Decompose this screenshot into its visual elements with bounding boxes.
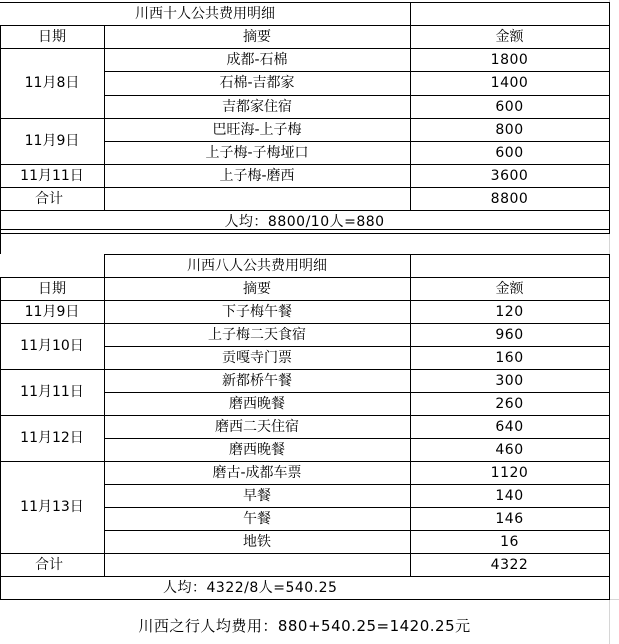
total-amount: 4322 [490,556,529,573]
total-label: 合计 [35,190,63,207]
column-header-amount: 金额 [495,28,524,45]
amount-cell: 1400 [490,75,529,91]
column-header-summary: 摘要 [243,28,271,45]
amount-cell: 640 [495,418,524,435]
grid-line [104,484,609,485]
grid-line [0,25,1,233]
column-header-date: 日期 [38,280,66,297]
summary-cell: 上子梅-磨西 [219,167,295,184]
summary-cell: 下子梅午餐 [222,303,292,320]
amount-cell: 140 [495,487,524,504]
grid-line [0,25,610,26]
per-person-average: 人均：8800/10人=880 [224,213,385,230]
grid-line [0,369,610,370]
summary-cell: 早餐 [243,487,271,504]
summary-cell: 上子梅-子梅垭口 [205,144,309,161]
grid-line [104,392,609,393]
summary-cell: 石棉-吉都家 [219,75,295,91]
amount-cell: 1800 [490,51,529,68]
grid-line [0,323,610,324]
grid-line [104,438,609,439]
summary-cell: 上子梅二天食宿 [208,326,306,343]
grid-line [104,507,609,508]
amount-cell: 1120 [490,464,529,481]
grid-line [0,233,610,234]
grid-line [0,2,610,3]
grid-line [104,95,609,96]
grid-line [0,210,610,211]
column-header-summary: 摘要 [243,280,271,297]
amount-cell: 3600 [490,167,529,184]
summary-cell: 新都桥午餐 [222,372,292,389]
grid-line [104,71,609,72]
amount-cell: 600 [495,98,524,115]
amount-cell: 120 [495,303,524,320]
amount-cell: 800 [495,121,524,138]
date-cell: 11月13日 [20,499,84,515]
amount-cell: 960 [495,326,524,343]
grid-line [104,25,105,210]
amount-cell: 460 [495,441,524,458]
grid-line [0,277,1,599]
grid-line [0,599,610,600]
grid-line [0,300,610,301]
grid-line [410,2,411,210]
grid-line [0,576,610,577]
amount-cell: 16 [500,533,519,550]
amount-cell: 300 [495,372,524,389]
grid-line [0,164,610,165]
amount-cell: 160 [495,349,524,366]
date-cell: 11月11日 [20,384,84,400]
amount-cell: 146 [495,510,524,527]
summary-cell: 贡嘎寺门票 [222,349,292,366]
date-cell: 11月8日 [24,75,80,91]
total-label: 合计 [35,556,63,573]
grid-line [0,229,610,230]
per-person-average: 人均：4322/8人=540.25 [163,579,338,596]
table2-title: 川西八人公共费用明细 [187,257,327,274]
date-cell: 11月9日 [24,133,80,149]
grid-line [0,118,610,119]
summary-cell: 磨古-成都车票 [212,464,302,481]
grid-line [104,254,610,255]
summary-cell: 午餐 [243,510,271,527]
summary-cell: 磨西晚餐 [229,441,285,458]
date-cell: 11月11日 [20,167,84,184]
summary-cell: 成都-石棉 [226,51,288,68]
grid-line [104,254,105,277]
total-amount: 8800 [490,190,529,207]
grid-line [104,346,609,347]
grid-line [104,530,609,531]
table1-title: 川西十人公共费用明细 [135,5,275,22]
column-header-date: 日期 [38,28,66,45]
grid-line [609,2,610,234]
summary-cell: 巴旺海-上子梅 [212,121,302,138]
grid-line [0,187,610,188]
grid-line [0,229,1,254]
grand-total-per-person: 川西之行人均费用：880+540.25=1420.25元 [138,617,471,635]
date-cell: 11月12日 [20,430,84,446]
grid-line [0,277,610,278]
grid-line [104,141,609,142]
amount-cell: 260 [495,395,524,412]
date-cell: 11月9日 [24,303,80,320]
summary-cell: 地铁 [243,533,271,550]
date-cell: 11月10日 [20,338,84,354]
summary-cell: 磨西二天住宿 [215,418,299,435]
column-header-amount: 金额 [495,280,524,297]
summary-cell: 吉都家住宿 [222,98,292,115]
grid-line [0,415,610,416]
grid-line [609,254,610,600]
grid-line [0,48,610,49]
amount-cell: 600 [495,144,524,161]
grid-line [0,461,610,462]
grid-line [410,254,411,576]
grid-line [104,277,105,576]
summary-cell: 磨西晚餐 [229,395,285,412]
grid-line [0,553,610,554]
